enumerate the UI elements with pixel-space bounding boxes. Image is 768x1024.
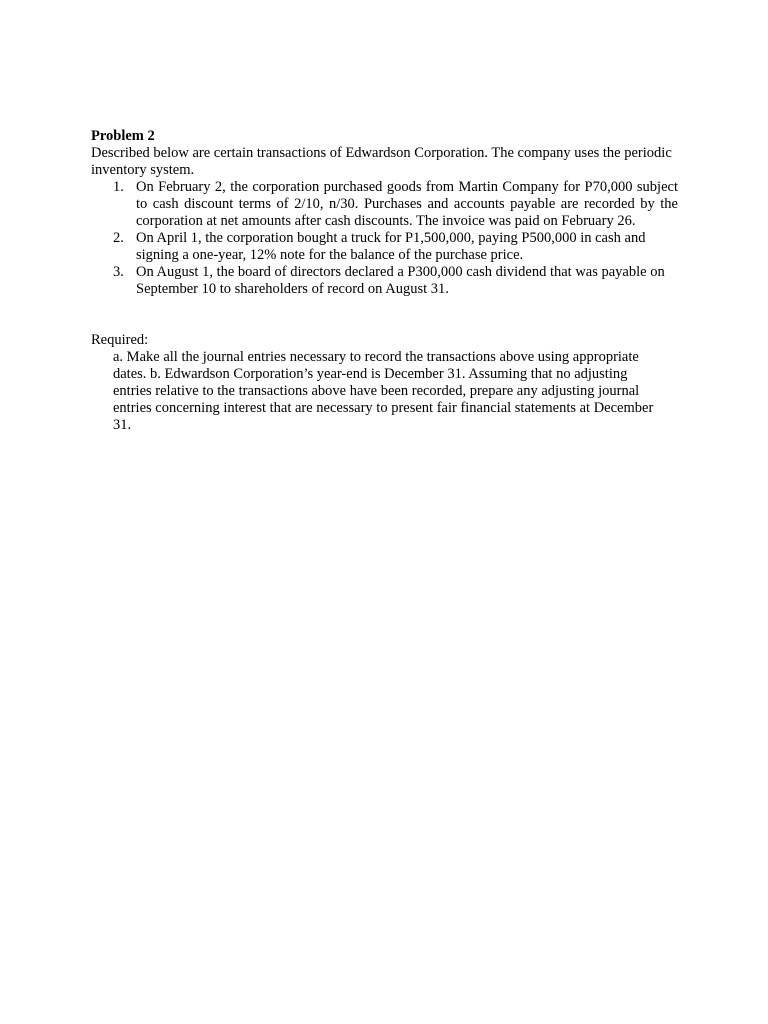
transaction-number-2: 2.: [113, 230, 124, 246]
transaction-text-2: On April 1, the corporation bought a truck for P1,500,000, paying P500,000 in cash and signing a one-year, 12% note for the balance of the purchase price.: [136, 230, 646, 263]
problem-title: Problem 2: [91, 128, 155, 144]
transaction-item-3: [91, 264, 678, 298]
required-section: [91, 332, 678, 434]
transaction-text-1: On February 2, the corporation purchased goods from Martin Company for P70,000 subject to cash discount terms of 2/10, n/30. Purchases and accounts payable are recorded by the corporation at net amounts after cash discounts. The invoice was paid on February 26.: [136, 179, 678, 229]
problem-intro: Described below are certain transactions of Edwardson Corporation. The company uses the periodic inventory system.: [91, 145, 672, 178]
transaction-item-1: [91, 179, 678, 230]
transaction-text-3: On August 1, the board of directors declared a P300,000 cash dividend that was payable on September 10 to shareholders of record on August 31.: [136, 264, 665, 297]
transaction-item-2: [91, 230, 678, 264]
transaction-number-1: 1.: [113, 179, 124, 195]
transaction-list: [91, 179, 678, 298]
transaction-number-3: 3.: [113, 264, 124, 280]
required-text: a. Make all the journal entries necessary to record the transactions above using appropriate dates. b. Edwardson Corporation’s year-end is December 31. Assuming that no adjusting entries relative to the transactions above have been recorded, prepare any adjusting journal entries concerning interest that are necessary to present fair financial statements at December 31.: [113, 349, 654, 433]
required-label: Required:: [91, 332, 149, 348]
document-content: [91, 128, 678, 434]
